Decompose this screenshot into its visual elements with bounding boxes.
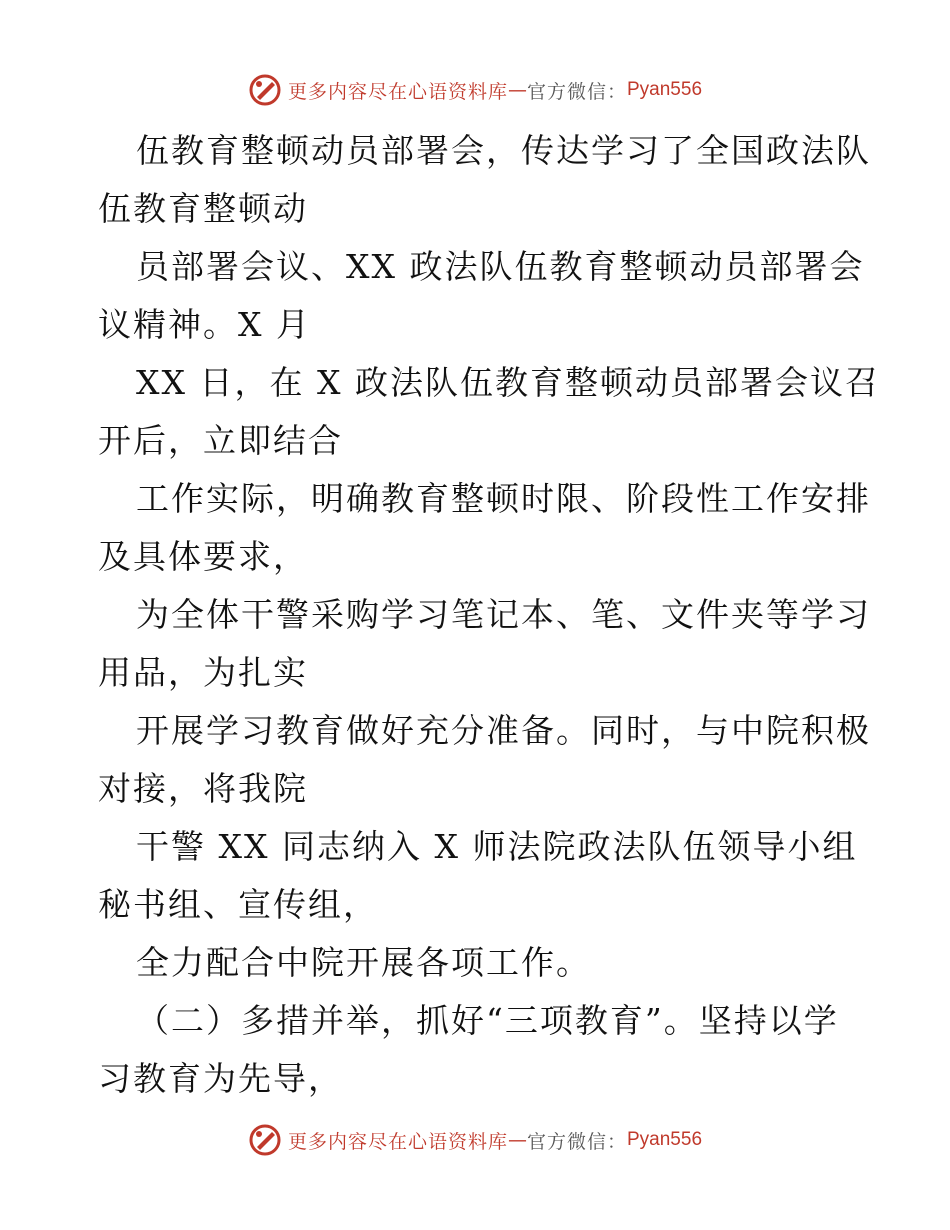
text-line: 习教育为先导， <box>98 1059 343 1098</box>
banner-wechat-id: Pyan556 <box>627 1129 703 1150</box>
text-line: 全力配合中院开展各项工作。 <box>136 943 591 982</box>
text-line: 为全体干警采购学习笔记本、笔、文件夹等学习 <box>136 595 871 634</box>
text-line: 工作实际，明确教育整顿时限、阶段性工作安排 <box>136 479 871 518</box>
text-line: 议精神。X 月 <box>98 305 311 344</box>
banner-title: 更多内容尽在心语资料库 <box>287 80 508 103</box>
logo-icon <box>248 73 282 107</box>
footer-banner <box>0 1120 950 1160</box>
banner-wechat-id: Pyan556 <box>627 79 703 100</box>
text-line: 员部署会议、XX 政法队伍教育整顿动员部署会 <box>136 247 865 286</box>
text-line: 对接，将我院 <box>98 769 308 808</box>
text-line: 伍教育整顿动 <box>98 189 308 228</box>
text-line: 开展学习教育做好充分准备。同时，与中院积极 <box>136 711 871 750</box>
banner-dash: — <box>507 1129 527 1151</box>
text-line: 及具体要求， <box>98 537 308 576</box>
header-banner <box>0 70 950 110</box>
banner-title: 更多内容尽在心语资料库 <box>287 1130 508 1153</box>
document-body <box>98 122 880 1108</box>
banner-dash: — <box>507 79 527 101</box>
text-line: 用品，为扎实 <box>98 653 308 692</box>
logo-icon <box>248 1123 282 1157</box>
banner-label: 官方微信： <box>526 1130 627 1153</box>
text-line: 秘书组、宣传组， <box>98 885 378 924</box>
text-line: （二）多措并举，抓好“三项教育”。坚持以学 <box>136 1001 839 1040</box>
text-line: 伍教育整顿动员部署会，传达学习了全国政法队 <box>136 131 871 170</box>
text-line: XX 日，在 X 政法队伍教育整顿动员部署会议召 <box>136 363 880 402</box>
text-line: 干警 XX 同志纳入 X 师法院政法队伍领导小组 <box>136 827 858 866</box>
banner-label: 官方微信： <box>526 80 627 103</box>
text-line: 开后，立即结合 <box>98 421 343 460</box>
